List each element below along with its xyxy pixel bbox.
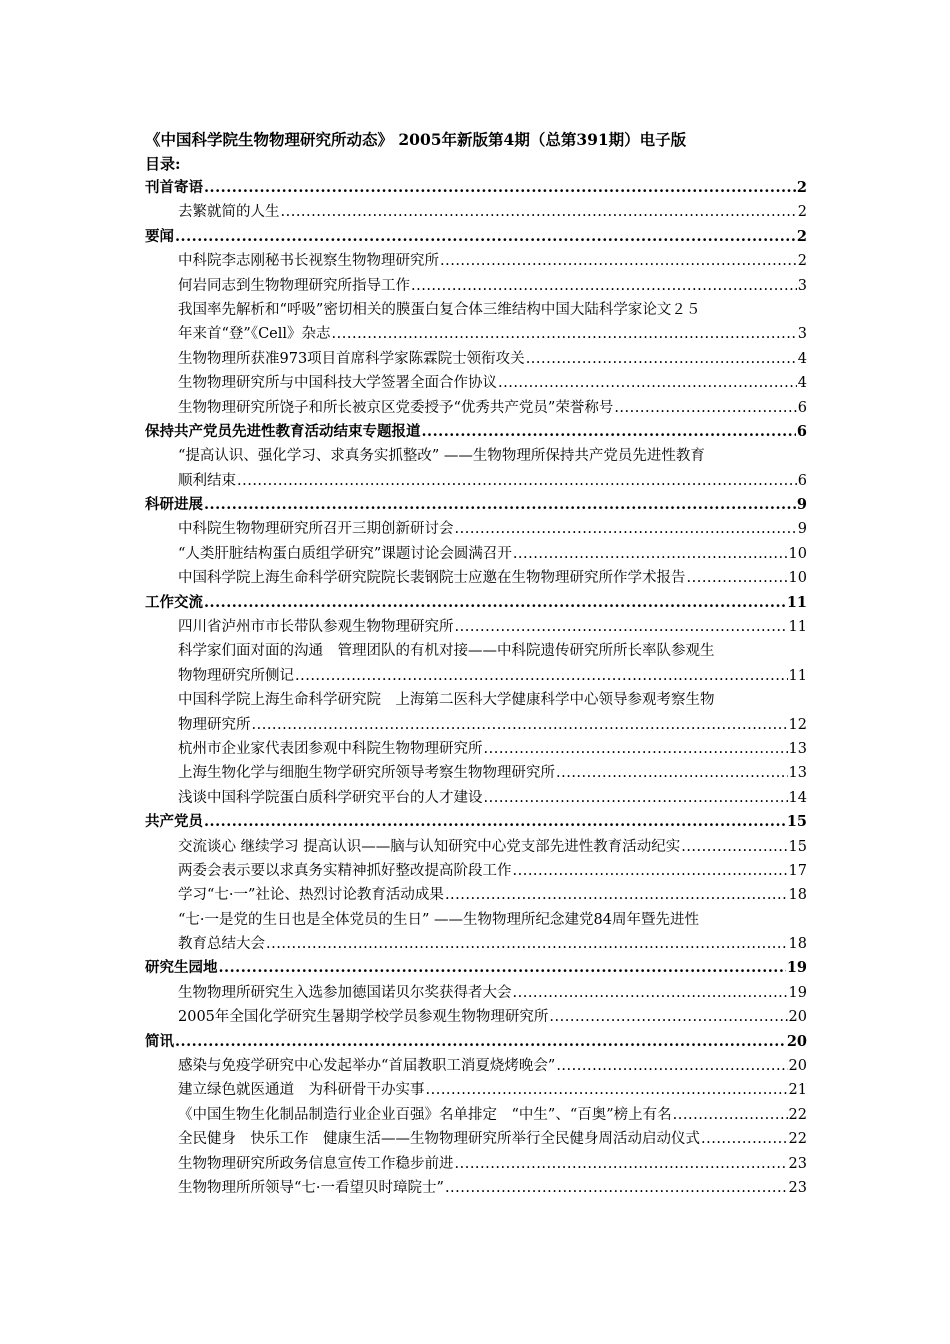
toc-page-number: 11: [788, 667, 807, 684]
toc-page-number: 10: [788, 570, 807, 587]
toc-section[interactable]: [145, 225, 807, 249]
toc-entry-title: 生物物理研究所饶子和所长被京区党委授予“优秀共产党员”荣誉称号: [178, 399, 614, 416]
toc-entry-title: 工作交流: [145, 593, 203, 611]
dot-leader: [219, 956, 786, 980]
toc-entry[interactable]: [145, 1103, 807, 1127]
toc-page-number: 3: [797, 277, 807, 294]
toc-entry[interactable]: [145, 664, 807, 688]
toc-entry[interactable]: [145, 517, 807, 541]
dot-leader: [204, 493, 796, 517]
dot-leader: [681, 835, 787, 859]
dot-leader: [614, 396, 796, 420]
dot-leader: [426, 1078, 788, 1102]
toc-page-number: 23: [788, 1180, 807, 1196]
toc-section[interactable]: [145, 591, 807, 615]
toc-entry-title: 科研进展: [145, 496, 203, 514]
toc-page-number: 3: [797, 326, 807, 343]
toc-entry[interactable]: [145, 1078, 807, 1102]
dot-leader: [295, 664, 788, 688]
toc-entry[interactable]: [145, 542, 807, 566]
dot-leader: [455, 615, 788, 639]
dot-leader: [498, 371, 797, 395]
toc-entry[interactable]: [145, 1152, 807, 1176]
toc-entry-title: 中国科学院上海生命科学研究院院长裴钢院士应邀在生物物理研究所作学术报告: [178, 570, 686, 587]
toc-entry-title: 两委会表示要以求真务实精神抓好整改提高阶段工作: [178, 862, 512, 879]
toc-entry[interactable]: [145, 835, 807, 859]
dot-leader: [455, 1152, 788, 1176]
toc-page-number: 14: [788, 789, 807, 806]
toc-entry-title: 物理研究所: [178, 716, 251, 733]
toc-entry-line[interactable]: 我国率先解析和“呼吸”密切相关的膜蛋白复合体三维结构中国大陆科学家论文２５: [178, 301, 701, 318]
toc-page-number: 22: [788, 1131, 807, 1148]
dot-leader: [252, 713, 788, 737]
toc-page-number: 23: [788, 1155, 807, 1172]
toc-entry[interactable]: [145, 371, 807, 395]
toc-entry-title: “人类肝脏结构蛋白质组学研究”课题讨论会圆满召开: [178, 545, 512, 562]
toc-entry-title: 要闻: [145, 227, 174, 245]
toc-entry[interactable]: [145, 566, 807, 590]
toc-section[interactable]: [145, 420, 807, 444]
dot-leader: [175, 1030, 786, 1054]
toc-entry-title: 生物物理研究所与中国科技大学签署全面合作协议: [178, 375, 497, 392]
toc-entry[interactable]: [145, 469, 807, 493]
toc-entry-title: 何岩同志到生物物理研究所指导工作: [178, 277, 410, 294]
dot-leader: [445, 883, 788, 907]
toc-page-number: 18: [788, 936, 807, 953]
toc-page-number: 11: [788, 619, 807, 636]
dot-leader: [556, 1054, 787, 1078]
toc-entry[interactable]: [145, 932, 807, 956]
dot-leader: [204, 810, 786, 834]
toc-page-number: 13: [788, 740, 807, 757]
toc-entry[interactable]: [145, 761, 807, 785]
toc-page-number: 10: [788, 545, 807, 562]
dot-leader: [526, 347, 797, 371]
toc-page-number: 18: [788, 887, 807, 904]
toc-entry[interactable]: [145, 859, 807, 883]
toc-page-number: 2: [796, 227, 807, 245]
dot-leader: [237, 469, 797, 493]
toc-page-number: 4: [797, 375, 807, 392]
toc-page-number: 15: [788, 838, 807, 855]
dot-leader: [204, 591, 786, 615]
dot-leader: [422, 420, 796, 444]
toc-entry-title: 《中国生物生化制品制造行业企业百强》名单排定 “中生”、“百奥”榜上有名: [178, 1106, 672, 1123]
table-of-contents: [145, 176, 807, 1200]
toc-entry-line[interactable]: “提高认识、强化学习、求真务实抓整改” ——生物物理所保持共产党员先进性教育: [178, 448, 705, 465]
toc-page-number: 20: [788, 1009, 807, 1026]
dot-leader: [281, 200, 797, 224]
toc-entry-line[interactable]: 科学家们面对面的沟通 管理团队的有机对接——中科院遗传研究所所长率队参观生: [178, 643, 715, 660]
toc-page-number: 20: [786, 1032, 807, 1050]
toc-entry-title: 研究生园地: [145, 959, 218, 977]
toc-page-number: 2: [796, 178, 807, 196]
dot-leader: [701, 1127, 788, 1151]
toc-entry-title: 顺利结束: [178, 472, 236, 489]
toc-page-number: 2: [797, 253, 807, 270]
toc-entry-title: 建立绿色就医通道 为科研骨干办实事: [178, 1082, 425, 1099]
toc-entry-title: 全民健身 快乐工作 健康生活——生物物理研究所举行全民健身周活动启动仪式: [178, 1131, 700, 1148]
toc-page-number: 19: [788, 984, 807, 1001]
dot-leader: [440, 249, 797, 273]
dot-leader: [513, 859, 788, 883]
toc-page-number: 9: [797, 521, 807, 538]
toc-entry-title: 四川省泸州市市长带队参观生物物理研究所: [178, 619, 454, 636]
toc-page-number: 15: [786, 813, 807, 831]
toc-entry-title: 生物物理所研究生入选参加德国诺贝尔奖获得者大会: [178, 984, 512, 1001]
toc-page-number: 6: [797, 399, 807, 416]
dot-leader: [549, 1005, 787, 1029]
toc-page-number: 2: [797, 204, 807, 221]
toc-page-number: 19: [786, 959, 807, 977]
toc-entry-title: 生物物理研究所政务信息宣传工作稳步前进: [178, 1155, 454, 1172]
toc-page-number: 12: [788, 716, 807, 733]
toc-entry-title: 共产党员: [145, 813, 203, 831]
dot-leader: [556, 761, 788, 785]
toc-entry-title: 浅谈中国科学院蛋白质科学研究平台的人才建设: [178, 789, 483, 806]
toc-page-number: 21: [788, 1082, 807, 1099]
toc-entry-title: 中科院生物物理研究所召开三期创新研讨会: [178, 521, 454, 538]
dot-leader: [687, 566, 788, 590]
dot-leader: [484, 737, 788, 761]
toc-entry[interactable]: [145, 347, 807, 371]
dot-leader: [513, 981, 788, 1005]
toc-entry[interactable]: [145, 1176, 807, 1200]
toc-entry-title: 去繁就简的人生: [178, 204, 280, 221]
toc-entry-title: 刊首寄语: [145, 178, 203, 196]
toc-page-number: 13: [788, 765, 807, 782]
toc-entry[interactable]: [145, 737, 807, 761]
dot-leader: [484, 786, 788, 810]
document-title: 《中国科学院生物物理研究所动态》 2005年新版第4期（总第391期）电子版: [145, 130, 687, 149]
toc-entry[interactable]: [145, 274, 807, 298]
toc-entry-title: 教育总结大会: [178, 936, 265, 953]
dot-leader: [455, 517, 797, 541]
toc-section[interactable]: [145, 810, 807, 834]
toc-entry[interactable]: [145, 713, 807, 737]
dot-leader: [411, 274, 797, 298]
toc-page-number: 17: [788, 862, 807, 879]
toc-entry-title: 年来首“登”《Cell》杂志: [178, 326, 331, 343]
toc-section[interactable]: [145, 957, 807, 981]
toc-entry-title: 上海生物化学与细胞生物学研究所领导考察生物物理研究所: [178, 765, 555, 782]
dot-leader: [175, 225, 796, 249]
dot-leader: [332, 322, 797, 346]
toc-entry[interactable]: [145, 396, 807, 420]
toc-label: 目录:: [145, 155, 181, 173]
toc-entry-title: 生物物理所获准973项目首席科学家陈霖院士领衔攻关: [178, 350, 525, 367]
toc-entry[interactable]: [145, 786, 807, 810]
toc-entry[interactable]: [145, 1054, 807, 1078]
toc-entry[interactable]: [145, 200, 807, 224]
toc-entry-title: 中科院李志刚秘书长视察生物物理研究所: [178, 253, 439, 270]
toc-section[interactable]: [145, 493, 807, 517]
toc-entry-title: 杭州市企业家代表团参观中科院生物物理研究所: [178, 740, 483, 757]
dot-leader: [266, 932, 788, 956]
dot-leader: [673, 1103, 788, 1127]
dot-leader: [204, 176, 796, 200]
toc-entry[interactable]: [145, 249, 807, 273]
toc-entry-title: 简讯: [145, 1032, 174, 1050]
toc-entry-title: 生物物理所所领导“七·一看望贝时璋院士”: [178, 1180, 444, 1196]
toc-entry[interactable]: [145, 1127, 807, 1151]
toc-entry-line[interactable]: “七·一是党的生日也是全体党员的生日” ——生物物理所纪念建党84周年暨先进性: [178, 911, 699, 928]
toc-entry[interactable]: [145, 883, 807, 907]
dot-leader: [513, 542, 788, 566]
toc-entry-title: 感染与免疫学研究中心发起举办“首届教职工消夏烧烤晚会”: [178, 1058, 556, 1075]
toc-section[interactable]: [145, 176, 807, 200]
toc-entry[interactable]: [145, 1005, 807, 1029]
toc-page-number: 4: [797, 350, 807, 367]
toc-entry-title: 交流谈心 继续学习 提高认识——脑与认知研究中心党支部先进性教育活动纪实: [178, 838, 681, 855]
toc-page-number: 22: [788, 1106, 807, 1123]
toc-entry-line[interactable]: 中国科学院上海生命科学研究院 上海第二医科大学健康科学中心领导参观考察生物: [178, 692, 715, 709]
toc-page-number: 11: [786, 593, 807, 611]
toc-entry-title: 保持共产党员先进性教育活动结束专题报道: [145, 422, 421, 440]
toc-entry[interactable]: [145, 981, 807, 1005]
dot-leader: [445, 1176, 788, 1200]
toc-entry[interactable]: [145, 322, 807, 346]
toc-page-number: 20: [788, 1058, 807, 1075]
toc-entry-title: 2005年全国化学研究生暑期学校学员参观生物物理研究所: [178, 1009, 549, 1026]
toc-section[interactable]: [145, 1030, 807, 1054]
toc-entry-title: 学习“七·一”社论、热烈讨论教育活动成果: [178, 887, 444, 904]
toc-entry[interactable]: [145, 615, 807, 639]
toc-entry-title: 物物理研究所侧记: [178, 667, 294, 684]
toc-page-number: 6: [797, 472, 807, 489]
toc-page-number: 9: [796, 496, 807, 514]
toc-page-number: 6: [796, 422, 807, 440]
